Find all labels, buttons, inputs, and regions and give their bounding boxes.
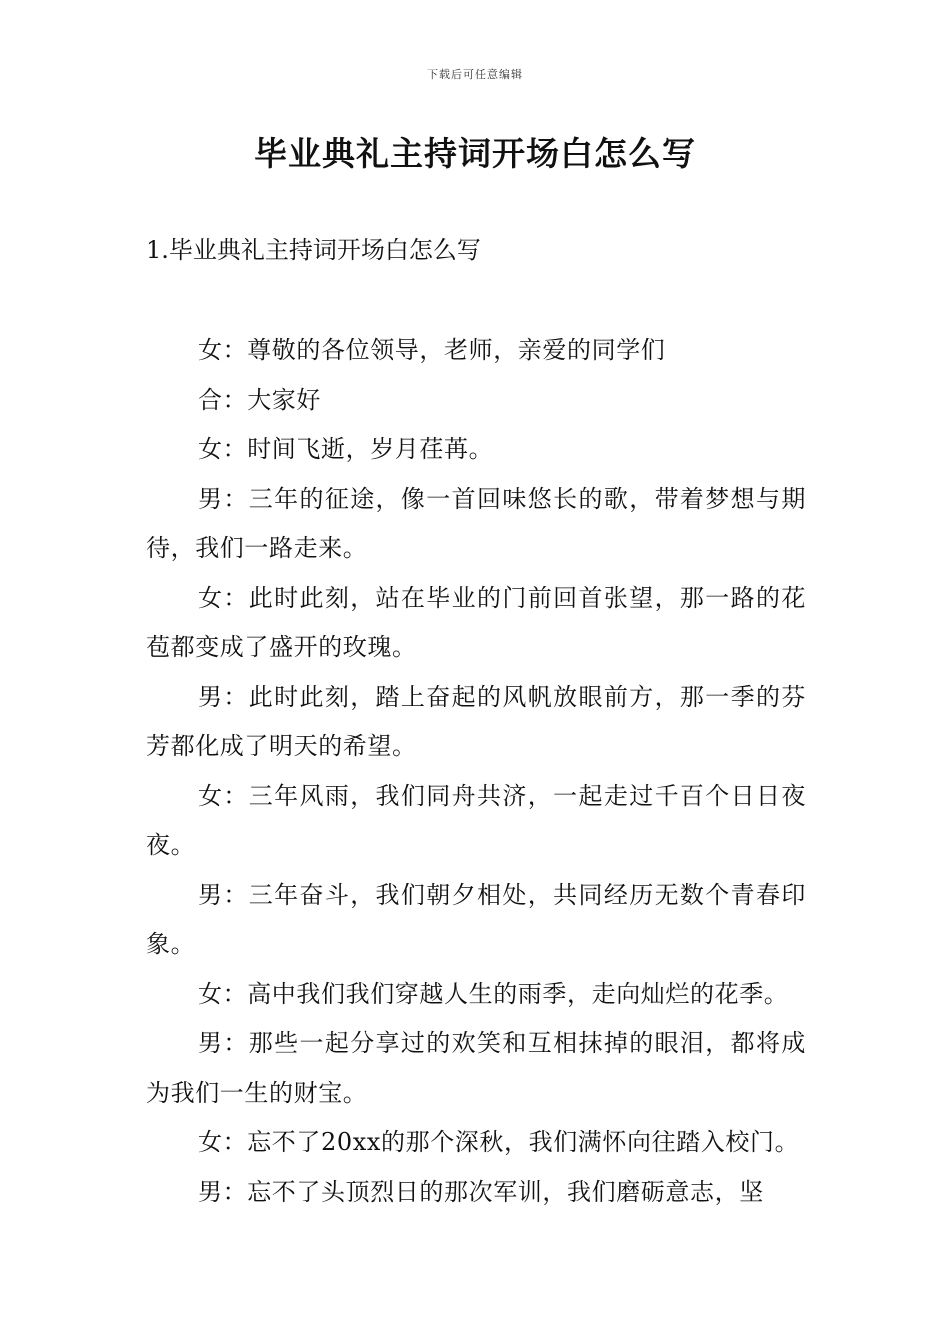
paragraph: 男：那些一起分享过的欢笑和互相抹掉的眼泪，都将成为我们一生的财宝。	[146, 1029, 806, 1107]
paragraph: 女：忘不了20xx的那个深秋，我们满怀向往踏入校门。	[198, 1128, 800, 1156]
paragraph: 男：忘不了头顶烈日的那次军训，我们磨砺意志，坚	[198, 1177, 764, 1206]
paragraph: 女：尊敬的各位领导，老师，亲爱的同学们	[198, 336, 666, 364]
document-title: 毕业典礼主持词开场白怎么写	[254, 134, 696, 173]
section-heading: 1.毕业典礼主持词开场白怎么写	[146, 236, 481, 264]
paragraph: 男：三年的征途，像一首回味悠长的歌，带着梦想与期待，我们一路走来。	[146, 484, 806, 562]
paragraph: 女：三年风雨，我们同舟共济，一起走过千百个日日夜夜。	[146, 781, 806, 859]
body-text	[146, 326, 806, 1217]
paragraph: 男：此时此刻，踏上奋起的风帆放眼前方，那一季的芬芳都化成了明天的希望。	[146, 682, 806, 760]
paragraph: 女：此时此刻，站在毕业的门前回首张望，那一路的花苞都变成了盛开的玫瑰。	[146, 583, 806, 661]
paragraph: 女：时间飞逝，岁月荏苒。	[198, 435, 494, 463]
header-note: 下载后可任意编辑	[427, 68, 523, 81]
paragraph: 女：高中我们我们穿越人生的雨季，走向灿烂的花季。	[198, 979, 789, 1008]
paragraph: 合：大家好	[198, 385, 321, 414]
paragraph: 男：三年奋斗，我们朝夕相处，共同经历无数个青春印象。	[146, 880, 806, 958]
